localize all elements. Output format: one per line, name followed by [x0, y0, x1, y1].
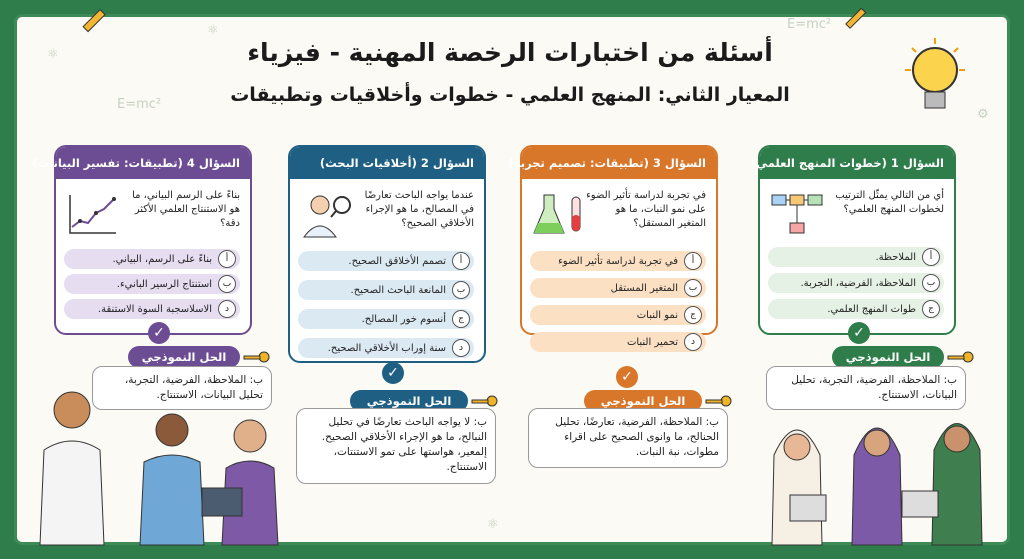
model-answer-label: الحل النموذجي	[350, 390, 468, 412]
check-icon: ✓	[148, 322, 170, 344]
key-icon	[704, 395, 732, 407]
option-text: الملاحظة، الفرضية، التجربة.	[800, 277, 916, 289]
option-c[interactable]	[768, 299, 944, 319]
question-text: بناءً على الرسم البياني، ما هو الاستنتاج العلمي الأكثر دقة؟	[132, 190, 240, 229]
option-letter: د	[684, 333, 702, 351]
option-c[interactable]	[530, 305, 706, 325]
students-group-illustration	[752, 395, 1012, 545]
option-text: أنسوم خور المصالح.	[361, 313, 446, 325]
key-icon	[470, 395, 498, 407]
card-header: السؤال 1 (خطوات المنهج العلمي)	[760, 147, 954, 179]
flowchart-icon	[770, 191, 824, 239]
lightbulb-icon	[900, 36, 970, 122]
question-card-2	[288, 145, 486, 363]
option-b[interactable]	[64, 274, 240, 294]
page-subtitle: المعيار الثاني: المنهج العلمي - خطوات وأخلاقيات وتطبيقات	[230, 84, 790, 106]
option-letter: أ	[218, 250, 236, 268]
researcher-icon	[300, 191, 354, 239]
atom-doodle-icon-2: ⚛	[207, 23, 219, 38]
option-text: بناءً على الرسم، البياني.	[112, 253, 212, 265]
option-b[interactable]	[530, 278, 706, 298]
option-letter: ب	[684, 279, 702, 297]
option-a[interactable]	[768, 247, 944, 267]
option-letter: ج	[922, 300, 940, 318]
option-letter: د	[452, 339, 470, 357]
model-answer-label: الحل النموذجي	[584, 390, 702, 412]
question-text: أي من التالي يمثّل الترتيب لخطوات المنهج العلمي؟	[835, 190, 944, 215]
question-text: عندما يواجه الباحث تعارضًا في المصالح، ما هو الإجراء الأخلاقي الصحيح؟	[364, 190, 474, 229]
key-icon	[242, 351, 270, 363]
model-answer-box: ب: الملاحظة، الفرضية، تعارضًا، تحليل الحنالح، ما وانوى الصحيح على اقراء مطوات، نبة النبات.	[528, 408, 728, 468]
option-letter: أ	[922, 248, 940, 266]
check-icon: ✓	[616, 366, 638, 388]
card-header: السؤال 4 (تطبيقات: تفسير البيانات)	[56, 147, 250, 179]
option-text: طوات المنهج العلمي.	[827, 303, 916, 315]
option-text: الملاحظة.	[875, 251, 916, 263]
model-answer-box: ب: الملاحظة، الفرضية، التجربة، تحليل البيانات، الاستنتاج.	[92, 366, 272, 410]
option-text: تحمير النبات	[626, 336, 678, 348]
option-b[interactable]	[298, 280, 474, 300]
option-text: الاسلاسجبة السوة الاستنقة.	[97, 303, 212, 315]
option-d[interactable]	[530, 332, 706, 352]
line-graph-icon	[66, 191, 120, 239]
check-icon: ✓	[848, 322, 870, 344]
card-header: السؤال 2 (أخلاقيات البحث)	[290, 147, 484, 179]
option-c[interactable]	[298, 309, 474, 329]
teachers-group-illustration	[22, 380, 282, 545]
model-answer-label: الحل النموذجي	[832, 346, 944, 368]
question-card-1	[750, 145, 956, 335]
formula-doodle: E=mc²	[117, 97, 162, 112]
option-letter: أ	[452, 252, 470, 270]
model-answer-label: الحل النموذجي	[128, 346, 240, 368]
option-b[interactable]	[768, 273, 944, 293]
atom-doodle-icon: ⚛	[47, 47, 59, 62]
option-letter: أ	[684, 252, 702, 270]
option-text: في تجربة لدراسة تأثير الضوء	[558, 255, 678, 267]
option-text: سنة إوراب الأخلاقي الصحيح.	[327, 342, 446, 354]
option-text: المانعة الباحث الصحيح.	[350, 284, 446, 296]
option-d[interactable]	[298, 338, 474, 358]
model-answer-box: ب: لا يواجه الباحث تعارضًا في تحليل النبالح، ما هو الإجراء الأخلاقي الصحيح. إلمعير، هواستها على تمو الاستنتات، الاستنتاج.	[296, 408, 496, 484]
option-d[interactable]	[64, 299, 240, 319]
flask-icon	[532, 191, 586, 239]
question-card-4	[32, 145, 252, 335]
option-letter: ب	[452, 281, 470, 299]
card-header: السؤال 3 (تطبيقات: تصميم تجربة)	[522, 147, 716, 179]
page-title: أسئلة من اختبارات الرخصة المهنية - فيزياء	[247, 38, 773, 67]
option-text: المتغير المستقل	[610, 282, 678, 294]
question-card-3	[508, 145, 718, 348]
option-a[interactable]	[64, 249, 240, 269]
option-text: استنتاج الرسير البانيء.	[116, 278, 212, 290]
option-text: تصمم الأخلاقق الصحيح.	[348, 255, 446, 267]
option-letter: ج	[684, 306, 702, 324]
pencil-icon	[76, 4, 110, 38]
formula-doodle-2: E=mc²	[787, 17, 832, 32]
model-answer-box: ب: الملاحظة، الفرضية، التجربة، تحليل البيانات، الاستنتاج.	[766, 366, 966, 410]
option-letter: ب	[218, 275, 236, 293]
question-text: في تجربة لدراسة تأثير الضوء على نمو النبات، ما هو المتغير المستقل؟	[586, 190, 706, 229]
check-icon: ✓	[382, 362, 404, 384]
option-a[interactable]	[530, 251, 706, 271]
atom-doodle-icon-3: ⚛	[487, 517, 499, 532]
pencil-icon-2	[840, 4, 870, 34]
key-icon	[946, 351, 974, 363]
option-letter: ب	[922, 274, 940, 292]
option-letter: ج	[452, 310, 470, 328]
gear-doodle-icon: ⚙	[977, 107, 989, 122]
option-letter: د	[218, 300, 236, 318]
option-a[interactable]	[298, 251, 474, 271]
option-text: نمو النبات	[636, 309, 678, 321]
